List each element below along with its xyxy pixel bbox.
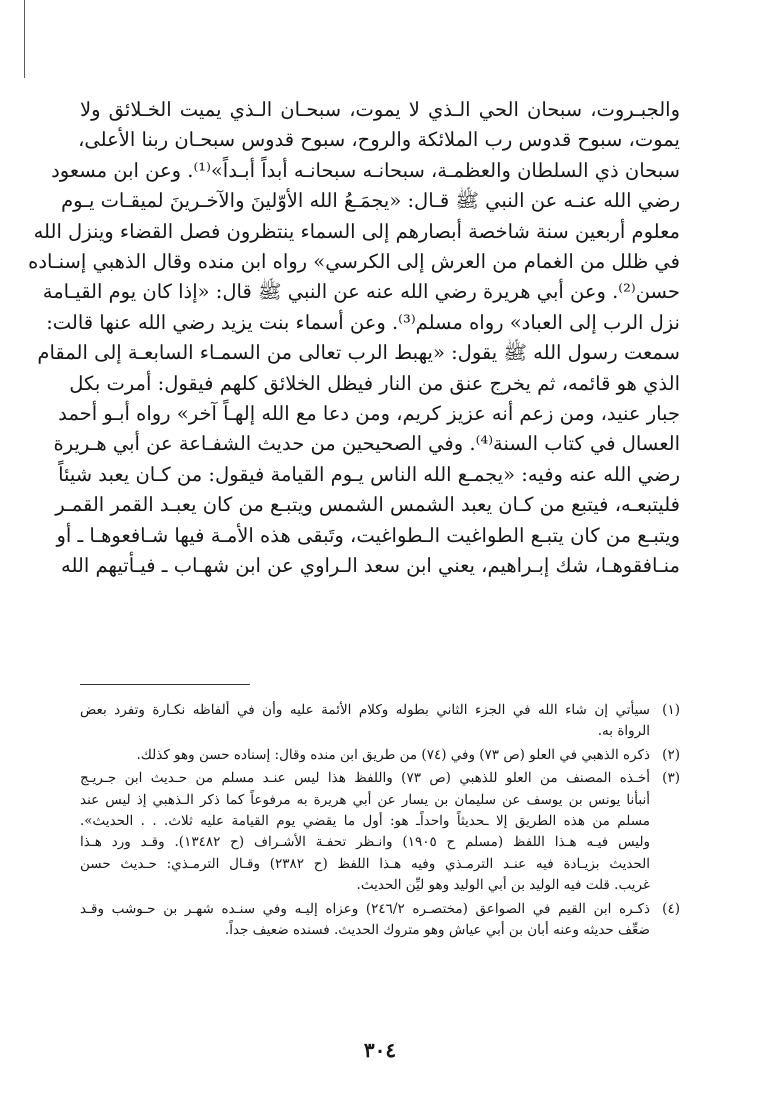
footnote-number: (٤) (662, 900, 680, 917)
footnote-body (80, 700, 650, 743)
footnote-1 (80, 700, 680, 743)
main-text-line: جبار عنيد، ومن زعم أنه عزيز كريم، ومن دعا مع الله إلهـاً آخر» رواه أبـو أحمد (58, 402, 680, 426)
margin-line (24, 0, 25, 78)
footnote-line: ضعِّف حديثه وعنه أبان بن أبي عياش وهو متروك الحديث. فسنده ضعيف جداً. (224, 922, 650, 939)
main-text-line: حسن⁽²⁾. وعن أبي هريرة رضي الله عنه عن النبي ﷺ قال: «إذا كان يوم القيـامة (42, 280, 680, 304)
footnote-number: (٢) (662, 746, 680, 763)
footnote-separator (80, 684, 250, 685)
footnote-3 (80, 768, 680, 896)
footnotes (80, 700, 680, 943)
footnote-body (80, 768, 650, 896)
main-text-line: منـافقوهـا، شك إبـراهيم، يعني ابن سعد الـراوي عن ابن شهـاب ـ فيـأتيهم الله (60, 554, 680, 578)
main-text-line: العسال في كتاب السنة⁽⁴⁾. وفي الصحيحين من حديث الشفـاعة عن أبي هـريرة (53, 432, 680, 456)
main-text-line: فليتبعـه، فيتبع من كـان يعبد الشمس الشمس ويتبـع من كان يعبـد القمر القمـر (55, 493, 680, 517)
footnote-line: أخـذه المصنف من العلو للذهبي (ص ٧٣) واللفظ هذا ليس عنـد مسلم من حـديث ابن جـريـج (80, 770, 650, 787)
footnote-line: ذكره الذهبي في العلو (ص ٧٣) وفي (٧٤) من طريق ابن منده وقال: إسناده حسن وهو كذلك. (136, 746, 650, 763)
main-text-line: والجبـروت، سبحان الحي الـذي لا يموت، سبحـان الـذي يميت الخـلائق ولا (80, 98, 680, 121)
main-text-line: رضي الله عنه وفيه: «يجمـع الله الناس يـوم القيامة فيقول: من كـان يعبد شيئاً (58, 462, 680, 486)
footnote-line: مسلم من هذه الطريق إلا ـحديثاً واحداًـ هو: أول ما يقضي يوم القيامة عليه ثلاث. . . الحديث». (80, 813, 650, 830)
main-text-line: نزل الرب إلى العباد» رواه مسلم⁽³⁾. وعن أسماء بنت يزيد رضي الله عنها قالت: (46, 310, 680, 334)
main-text-line: ويتبـع من كان يتبـع الطواغيت الـطواغيت، وتَبقى هذه الأمـة فيها شـافعوهـا ـ أو (56, 523, 680, 547)
main-text-line: رضي الله عنـه عن النبي ﷺ قـال: «يجمَـعُ الله الأوّلينَ والآخـرينَ لميقـات يـوم (61, 189, 680, 213)
footnote-line: غريب. قلت فيه الوليد بن أبي الوليد وهو ليِّن الحديث. (356, 877, 650, 894)
main-text-line: سبحان ذي السلطان والعظمـة، سبحانـه سبحانـه أبداً أبـداً»⁽¹⁾. وعن ابن مسعود (51, 158, 680, 182)
footnote-4 (80, 899, 680, 942)
main-text-line: سمعت رسول الله ﷺ يقول: «يهبط الرب تعالى من السمـاء السابعـة إلى المقام (37, 341, 680, 365)
footnote-body (80, 745, 650, 766)
footnote-body (80, 899, 650, 942)
main-text-line: الذي هو قائمه، ثم يخرج عنق من النار فيظل الخلائق كلهم فيقول: أمرت بكل (69, 371, 680, 395)
footnote-line: الرواة به. (597, 723, 650, 740)
main-text-line: يموت، سبوح قدوس رب الملائكة والروح، سبوح قدوس سبحـان ربنا الأعلى، (78, 128, 680, 152)
footnote-line: وليس فيـه هـذا اللفظ (مسلم ح ١٩٠٥) وانـظر تحفـة الأشـراف (ح ١٣٤٨٢). وقـد ورد هـذا (80, 834, 650, 851)
main-text (28, 95, 680, 582)
footnote-line: سيأتي إن شاء الله في الجزء الثاني بطوله وكلام الأئمة عليه وأن في ألفاظه نكـارة وتفرد بعض (80, 702, 650, 718)
footnote-line: الحديث بزيـادة فيه عنـد الترمـذي وفيه هـذا اللفظ (ح ٢٣٨٢) وقـال الترمـذي: حـديث حسن (80, 855, 651, 872)
footnote-2 (80, 745, 680, 766)
page-number: ٣٠٤ (363, 1038, 397, 1062)
footnote-line: ذكـره ابن القيم في الصواعق (مختصـره ٢٤٦/٢) وعزاه إليـه وفي سنـده شهـر بن حـوشب وقـد (80, 900, 650, 917)
footnote-line: أنبأنا يونس بن يوسف عن سليمان بن يسار عن أبي هريرة به مرفوعاً كما ذكر الـذهبي إذ ليس عند (80, 791, 650, 808)
footnote-number: (٣) (662, 770, 680, 787)
footnote-number: (١) (662, 702, 680, 718)
main-text-line: معلوم أربعين سنة شاخصة أبصارهم إلى السماء ينتظرون فصل القضاء وينزل الله (33, 219, 680, 243)
book-page (28, 0, 680, 1097)
main-text-line: في ظلل من الغمام من العرش إلى الكرسي» رواه ابن منده وقال الذهبي إسنـاده (28, 250, 680, 274)
